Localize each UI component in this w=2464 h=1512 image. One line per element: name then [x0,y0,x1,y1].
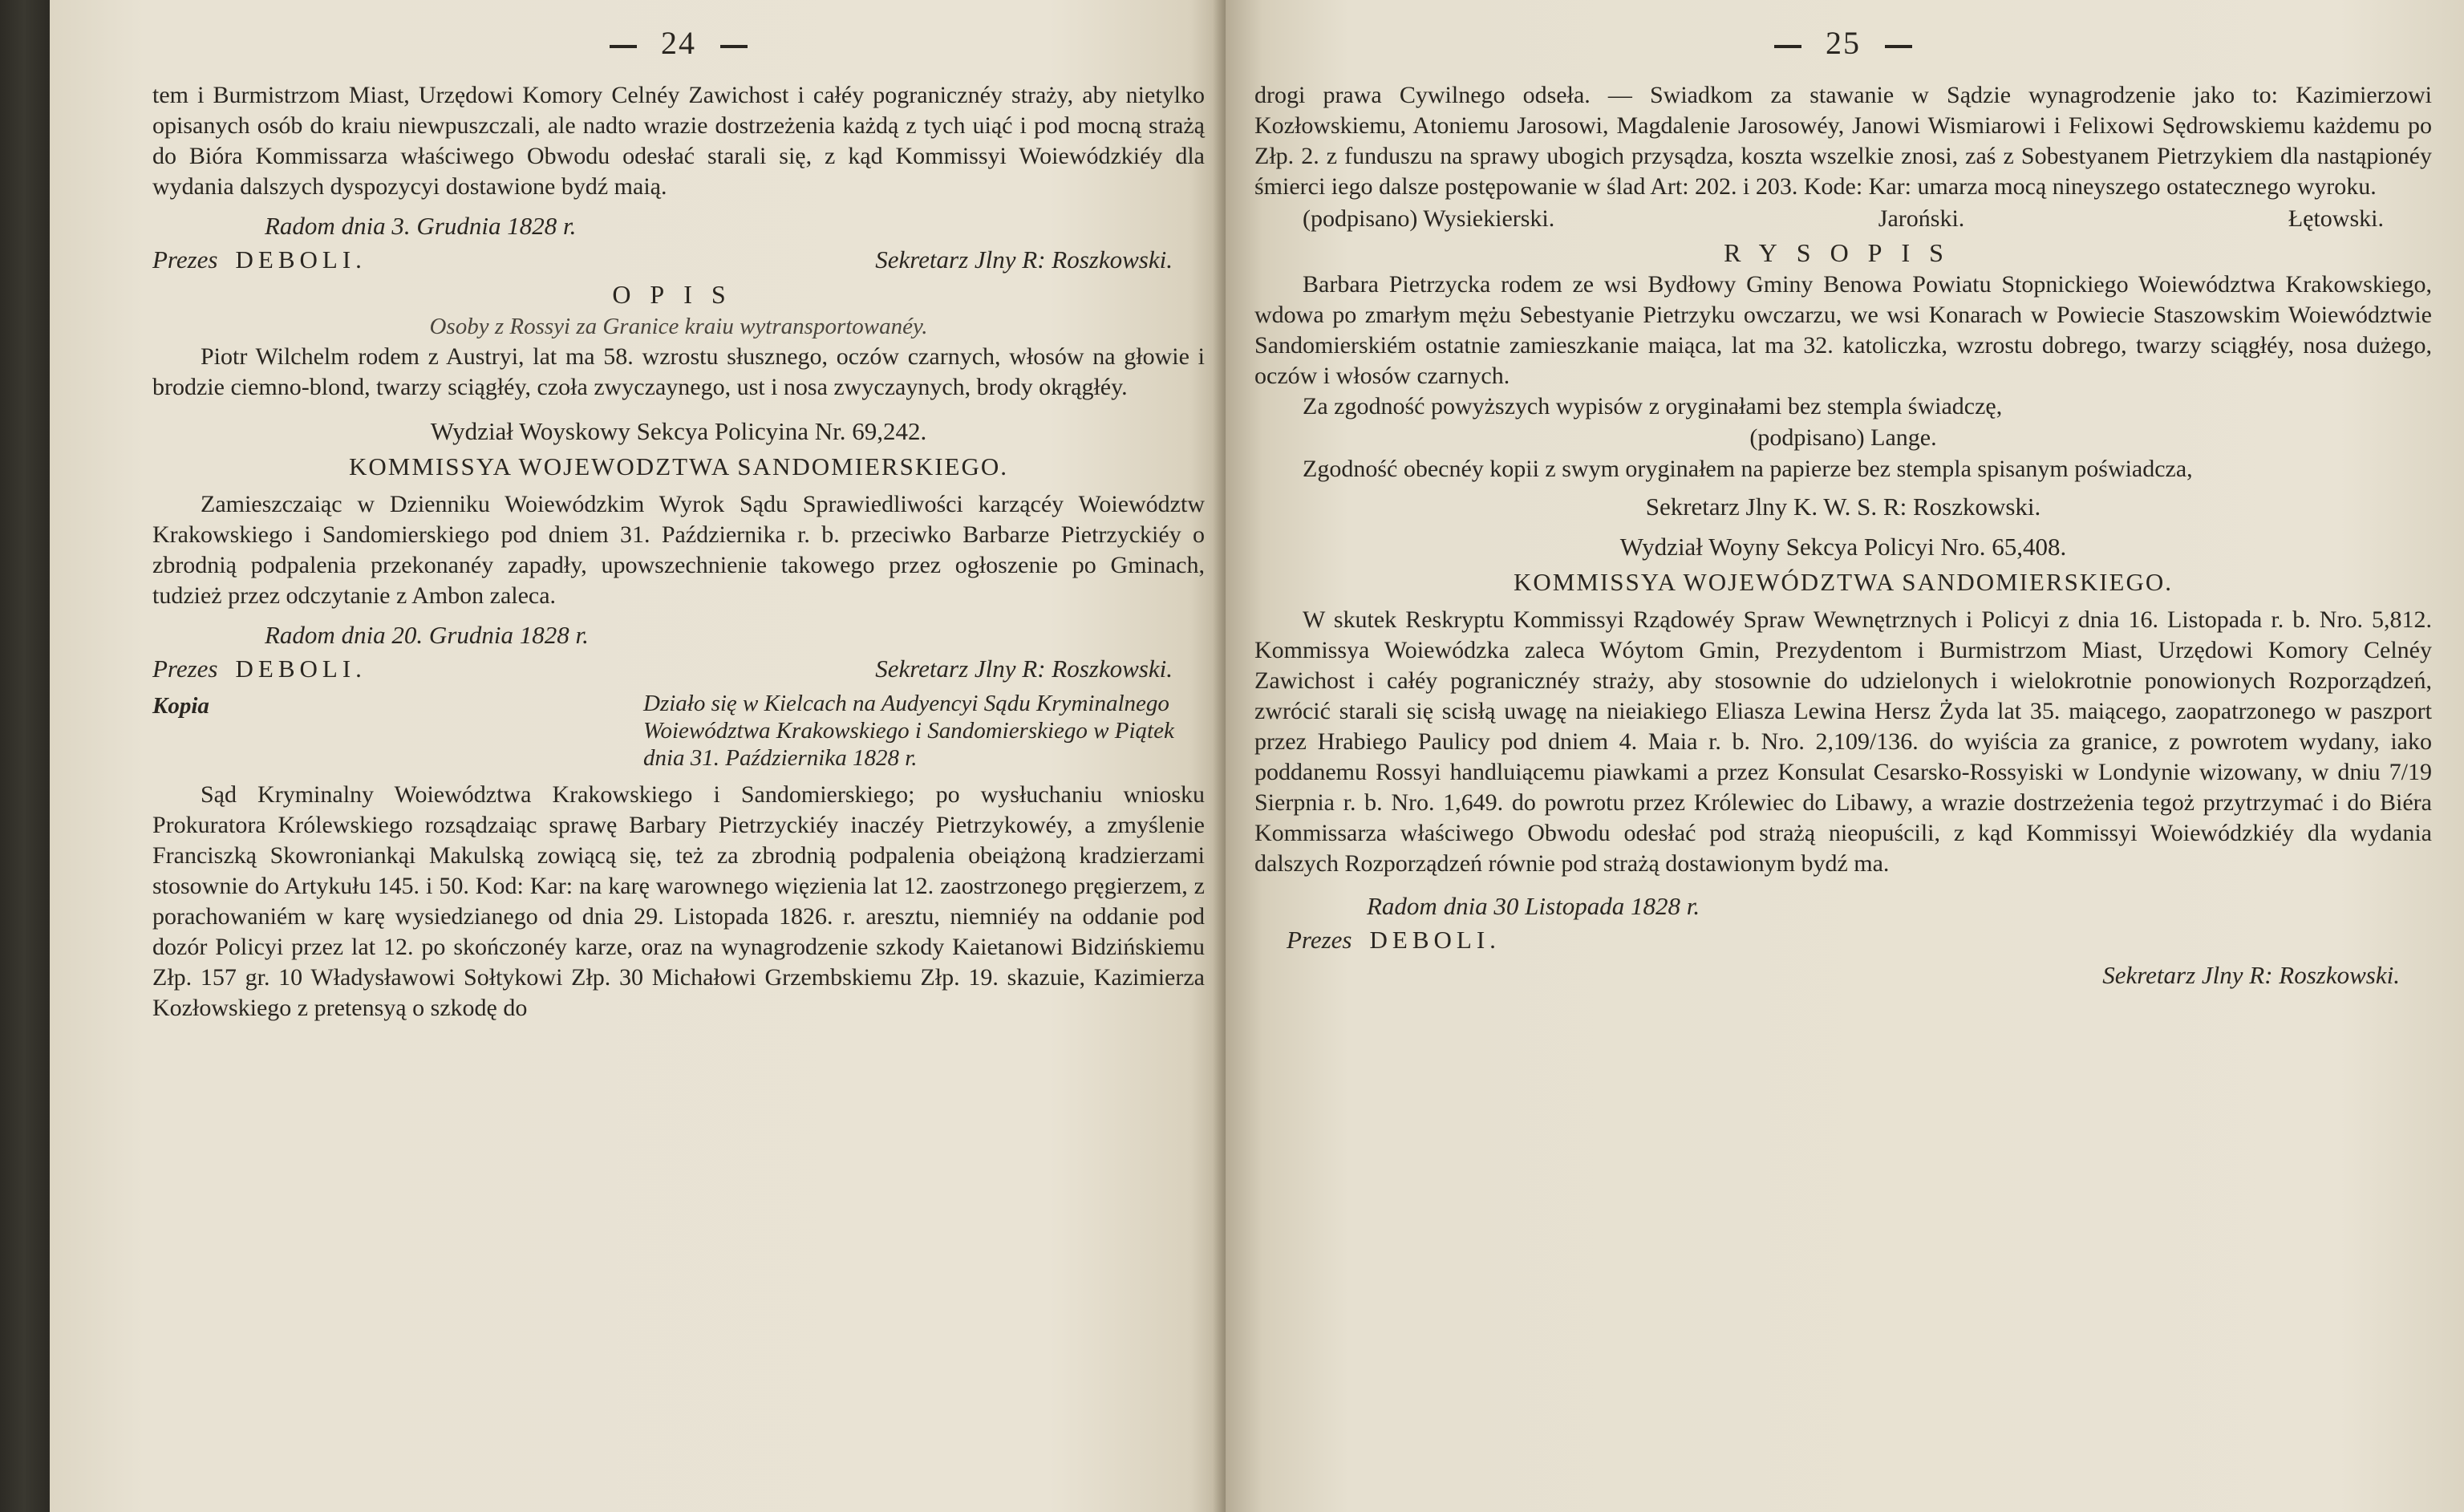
zgodnosc-line: Za zgodność powyższych wypisów z oryginałami bez stempla świadczę, [1303,393,2003,420]
podpisano-row [1254,202,2432,236]
kommissya-heading: KOMMISSYA WOJEWÓDZTWA SANDOMIERSKIEGO. [1513,568,2174,596]
prezes-label: Prezes [152,245,218,274]
prezes-name: DEBOLI. [235,245,367,274]
kopia-block [152,690,1205,772]
left-page [50,0,1226,1512]
prezes-label: Prezes [1287,926,1352,954]
prezes-name: DEBOLI. [1369,926,1501,954]
right-page [1226,0,2464,1512]
paragraph-drogi: drogi prawa Cywilnego odseła. — Swiadkom za stawanie w Sądzie wynagrodzenie jako to: Kazimierzowi Kozłowskiemu, Atoniemu Jarosowi, Magdalenie Jarosowéy, Janowi Wismiarowi i Felixowi Sędrowskiemu każdemu po Złp. 2. z funduszu na sprawy ubogich przysądza, koszta wszelkie znosi, zaś z Sobestyanem Pietrzykiem dla nastąpionéy śmierci iego dalsze postępowanie w ślad Art: 202. i 203. Kode: Kar: umarza mocą nineyszego ostatecznego wyroku. [1254,82,2432,200]
sekretarz-signature: Sekretarz Jlny R: Roszkowski. [875,245,1173,274]
dzialo-caption: Działo się w Kielcach na Audyencyi Sądu Kryminalnego Woiewództwa Krakowskiego i Sandomierskiego w Piątek dnia 31. Października 1828 r. [643,691,1174,771]
page-number-right: 25 [1254,24,2432,63]
place-date: Radom dnia 20. Grudnia 1828 r. [265,621,589,649]
paragraph-wyrok: Zamieszczaiąc w Dzienniku Woiewódzkim Wyrok Sądu Sprawiedliwości karzącéy Woiewództw Krakowskiego i Sandomierskiego pod dniem 31. Października r. b. przeciwko Barbarze Pietrzyckiéy o zbrodnią podpalenia przekonanéy zapadły, upowszechnienie takowego przez ogłoszenie po Gminach, tudzież przez odczytanie z Ambon zaleca. [152,491,1205,609]
wydzial-line: Wydział Woyny Sekcya Policyi Nro. 65,408. [1619,533,2067,561]
place-date: Radom dnia 3. Grudnia 1828 r. [265,212,577,240]
zgodnosc-kopii: Zgodność obecnéy kopii z swym oryginałem na papierze bez stempla spisanym poświadcza, [1303,456,2193,482]
prezes-name: DEBOLI. [235,655,367,683]
signature-lange: (podpisano) Lange. [1749,424,1937,451]
signature-letowski: Łętowski. [2288,205,2384,232]
signature-line [1254,958,2432,993]
paragraph-intro: tem i Burmistrzom Miast, Urzędowi Komory Celnéy Zawichost i całéy pogranicznéy straży, aby nietylko opisanych osób do kraiu niewpuszczali, ale nadto wrazie dostrzeżenia każdą z tych uiąć i pod mocną strażą do Bióra Kommissarza właściwego Obwodu odesłać starali się, z kąd Kommissyi Woiewódzkiéy dla wydania dalszych dyspozycyi dostawione bydź maią. [152,82,1205,200]
rysopis-text: Barbara Pietrzycka rodem ze wsi Bydłowy Gminy Benowa Powiatu Stopnickiego Woiewództwa Krakowskiego, wdowa po zmarłym mężu Sebestyanie Pietrzyku owczarzu, we wsi Konarach w Powiecie Staszowskim Woiewództwie Sandomierskiém ostatnie zamieszkanie maiąca, lat ma 32. katoliczka, wzrostu dobrego, twarzy sciągłéy, nosa dużego, oczów i włosów czarnych. [1254,271,2432,389]
rysopis-heading: RYSOPIS [1724,238,1963,267]
sekretarz-signature: Sekretarz Jlny R: Roszkowski. [2102,961,2400,989]
paragraph-sad: Sąd Kryminalny Woiewództwa Krakowskiego i Sandomierskiego; po wysłuchaniu wniosku Prokuratora Królewskiego rozsądzaiąc sprawę Barbary Pietrzyckiéy inaczéy Pietrzykowéy, a zmyślenie Franciszką Skowroniankąi Makulską zowiącą się, też za zbrodnią podpalenia obeiążoną kradzierzami stosownie do Artykułu 145. i 50. Kod: Kar: na karę warownego więzienia lat 12. zaostrzonego pręgierzem, z porachowaniém w karę wysiedzianego od dnia 29. Listopada 1826. r. aresztu, niemniéy na oddanie pod dozór Policyi przez lat 12. po skończonéy karze, oraz na wynagrodzenie szkody Kaietanowi Bidzińskiemu Złp. 157 gr. 10 Władysławowi Sołtykowi Złp. 30 Michałowi Grzembskiemu Złp. 19. skazuie, Kazimierza Kozłowskiego z pretensyą o szkodę do [152,781,1205,1021]
kopia-label: Kopia [152,693,209,719]
opis-text: Piotr Wilchelm rodem z Austryi, lat ma 58. wzrostu słusznego, oczów czarnych, włosów na głowie i brodzie ciemno-blond, twarzy sciągłéy, czoła zwyczaynego, ust i nosa zwyczaynych, brody okrągłéy. [152,343,1205,400]
paragraph-skutek: W skutek Reskryptu Kommissyi Rządowéy Spraw Wewnętrznych i Policyi z dnia 16. Listopada r. b. Nro. 5,812. Kommissya Woiewódzka zaleca Wóytom Gmin, Prezydentom i Burmistrzom Miast, Urzędowi Komory Celnéy Zawichost i całéy pogranicznéy straży, aby stosownie do udzielonych i wielokrotnie ponowionych Rozporządzeń, zwrócić starali się scisłą uwagę na nieiakiego Eliasza Lewina Hersz Żyda lat 35. maiącego, zaopatrzonego w paszport przez Hrabiego Paulicy pod dniem 4. Maia r. b. Nro. 2,109/136. do wyiścia za granice, z powrotem wydany, iako poddanemu Rossyi handluiącemu piawkami a przez Konsulat Cesarsko-Rossyiski w Londynie wizowany, w dniu 7/19 Sierpnia r. b. Nro. 1,649. do powrotu przez Królewiec do Libawy, a wrazie dostrzeżenia tegoż przytrzymać i do Biéra Kommissarza właściwego Obwodu odesłać pod strażą nieopuścili, z kąd Kommissyi Woiewódzkiéy dla wydania dalszych Rozporządzeń równie pod strażą dostawionym bydź ma. [1254,606,2432,877]
place-date: Radom dnia 30 Listopada 1828 r. [1367,892,1700,920]
signature-jaronski: Jaroński. [1878,205,1965,232]
sekretarz-kws: Sekretarz Jlny K. W. S. R: Roszkowski. [1645,493,2041,521]
kommissya-heading: KOMMISSYA WOJEWODZTWA SANDOMIERSKIEGO. [348,452,1009,480]
wydzial-line: Wydział Woyskowy Sekcya Policyina Nr. 69,242. [430,417,927,445]
sekretarz-signature: Sekretarz Jlny R: Roszkowski. [875,655,1173,683]
signature-wysiekierski: (podpisano) Wysiekierski. [1303,205,1555,232]
signature-line [1254,922,2432,958]
prezes-label: Prezes [152,655,218,683]
signature-line [152,651,1205,687]
opis-subtitle: Osoby z Rossyi za Granice kraiu wytransportowanéy. [429,314,928,339]
opis-heading: OPIS [612,280,745,309]
page-number-left: 24 [152,24,1205,63]
signature-line [152,242,1205,278]
